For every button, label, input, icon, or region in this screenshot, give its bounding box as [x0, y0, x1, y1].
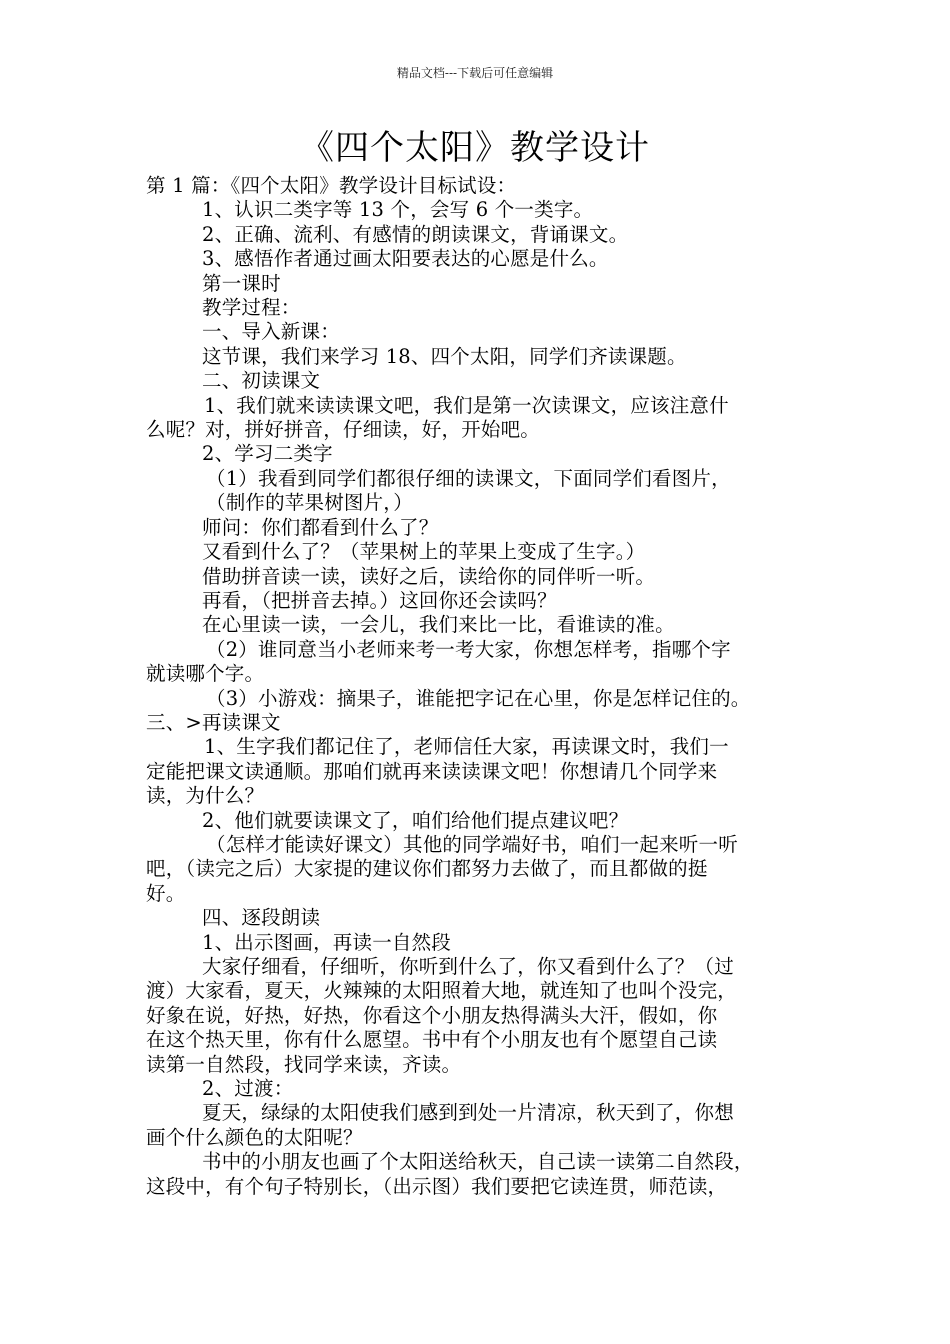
- document-body: [146, 174, 821, 1199]
- header-note: 精品文档---下载后可任意编辑: [396, 66, 554, 80]
- paragraph-line: 1、出示图画，再读一自然段: [202, 930, 452, 954]
- paragraph-line: 1、我们就来读读课文吧，我们是第一次读课文，应该注意什: [204, 393, 729, 417]
- paragraph-line: 好。: [146, 881, 186, 905]
- paragraph-line: （制作的苹果树图片，）: [206, 491, 413, 515]
- paragraph-line: 1、生字我们都记住了，老师信任大家，再读课文时，我们一: [204, 735, 729, 759]
- paragraph-line: （2）谁同意当小老师来考一考大家，你想怎样考，指哪个字: [206, 637, 731, 661]
- paragraph-line: 大家仔细看，仔细听，你听到什么了，你又看到什么了？（过: [202, 955, 734, 978]
- paragraph-line: 书中的小朋友也画了个太阳送给秋天，自己读一读第二自然段，: [202, 1150, 754, 1174]
- paragraph-line: 1、认识二类字等 13 个，会写 6 个一类字。: [202, 198, 594, 222]
- paragraph-line: 2、他们就要读课文了，咱们给他们提点建议吧？: [202, 808, 629, 832]
- paragraph-line: 么呢？对，拼好拼音，仔细读，好，开始吧。: [146, 418, 541, 442]
- paragraph-line: 三、>再读课文: [146, 710, 281, 734]
- document-title: 《四个太阳》教学设计: [300, 128, 650, 168]
- paragraph-line: 2、正确、流利、有感情的朗读课文，背诵课文。: [202, 222, 629, 246]
- paragraph-line: 2、学习二类字: [202, 442, 333, 466]
- paragraph-line: 读第一自然段，找同学来读，齐读。: [146, 1052, 462, 1076]
- paragraph-line: 教学过程：: [202, 296, 301, 320]
- paragraph-line: （1）我看到同学们都很仔细的读课文，下面同学们看图片，: [206, 466, 731, 490]
- paragraph-line: 再看，（把拼音去掉。）这回你还会读吗？: [202, 588, 557, 612]
- paragraph-line: 第 1 篇：《四个太阳》教学设计目标试设：: [146, 174, 517, 197]
- paragraph-line: 四、逐段朗读: [202, 906, 321, 930]
- paragraph-line: 二、初读课文: [202, 369, 321, 393]
- paragraph-line: 一、导入新课：: [202, 320, 340, 344]
- paragraph-line: 借助拼音读一读，读好之后，读给你的同伴听一听。: [202, 564, 656, 588]
- paragraph-line: 又看到什么了？（苹果树上的苹果上变成了生字。）: [202, 540, 646, 564]
- paragraph-line: 在这个热天里，你有什么愿望。书中有个小朋友也有个愿望自己读: [146, 1028, 718, 1052]
- paragraph-line: 2、过渡：: [202, 1077, 294, 1101]
- paragraph-line: 吧，（读完之后）大家提的建议你们都努力去做了，而且都做的挺: [146, 857, 708, 881]
- paragraph-line: 好象在说，好热，好热，你看这个小朋友热得满头大汗，假如，你: [146, 1003, 718, 1027]
- paragraph-line: 3、感悟作者通过画太阳要表达的心愿是什么。: [202, 247, 609, 271]
- paragraph-line: 在心里读一读，一会儿，我们来比一比，看谁读的准。: [202, 613, 675, 637]
- paragraph-line: 读，为什么？: [146, 784, 265, 808]
- paragraph-line: 这节课，我们来学习 18、四个太阳，同学们齐读课题。: [202, 344, 687, 368]
- paragraph-line: 这段中，有个句子特别长，（出示图）我们要把它读连贯，师范读，: [146, 1174, 728, 1198]
- paragraph-line: 画个什么颜色的太阳呢？: [146, 1125, 363, 1149]
- paragraph-line: 就读哪个字。: [146, 662, 265, 686]
- paragraph-line: 定能把课文读通顺。那咱们就再来读读课文吧！你想请几个同学来: [146, 759, 718, 783]
- paragraph-line: 夏天，绿绿的太阳使我们感到到处一片清凉，秋天到了，你想: [202, 1101, 734, 1125]
- paragraph-line: 第一课时: [202, 271, 281, 295]
- paragraph-line: 渡）大家看，夏天，火辣辣的太阳照着大地，就连知了也叫个没完，: [146, 979, 738, 1003]
- paragraph-line: （3）小游戏：摘果子，谁能把字记在心里，你是怎样记住的。: [206, 686, 751, 710]
- paragraph-line: （怎样才能读好课文）其他的同学端好书，咱们一起来听一听: [206, 832, 738, 856]
- paragraph-line: 师问：你们都看到什么了？: [202, 515, 439, 539]
